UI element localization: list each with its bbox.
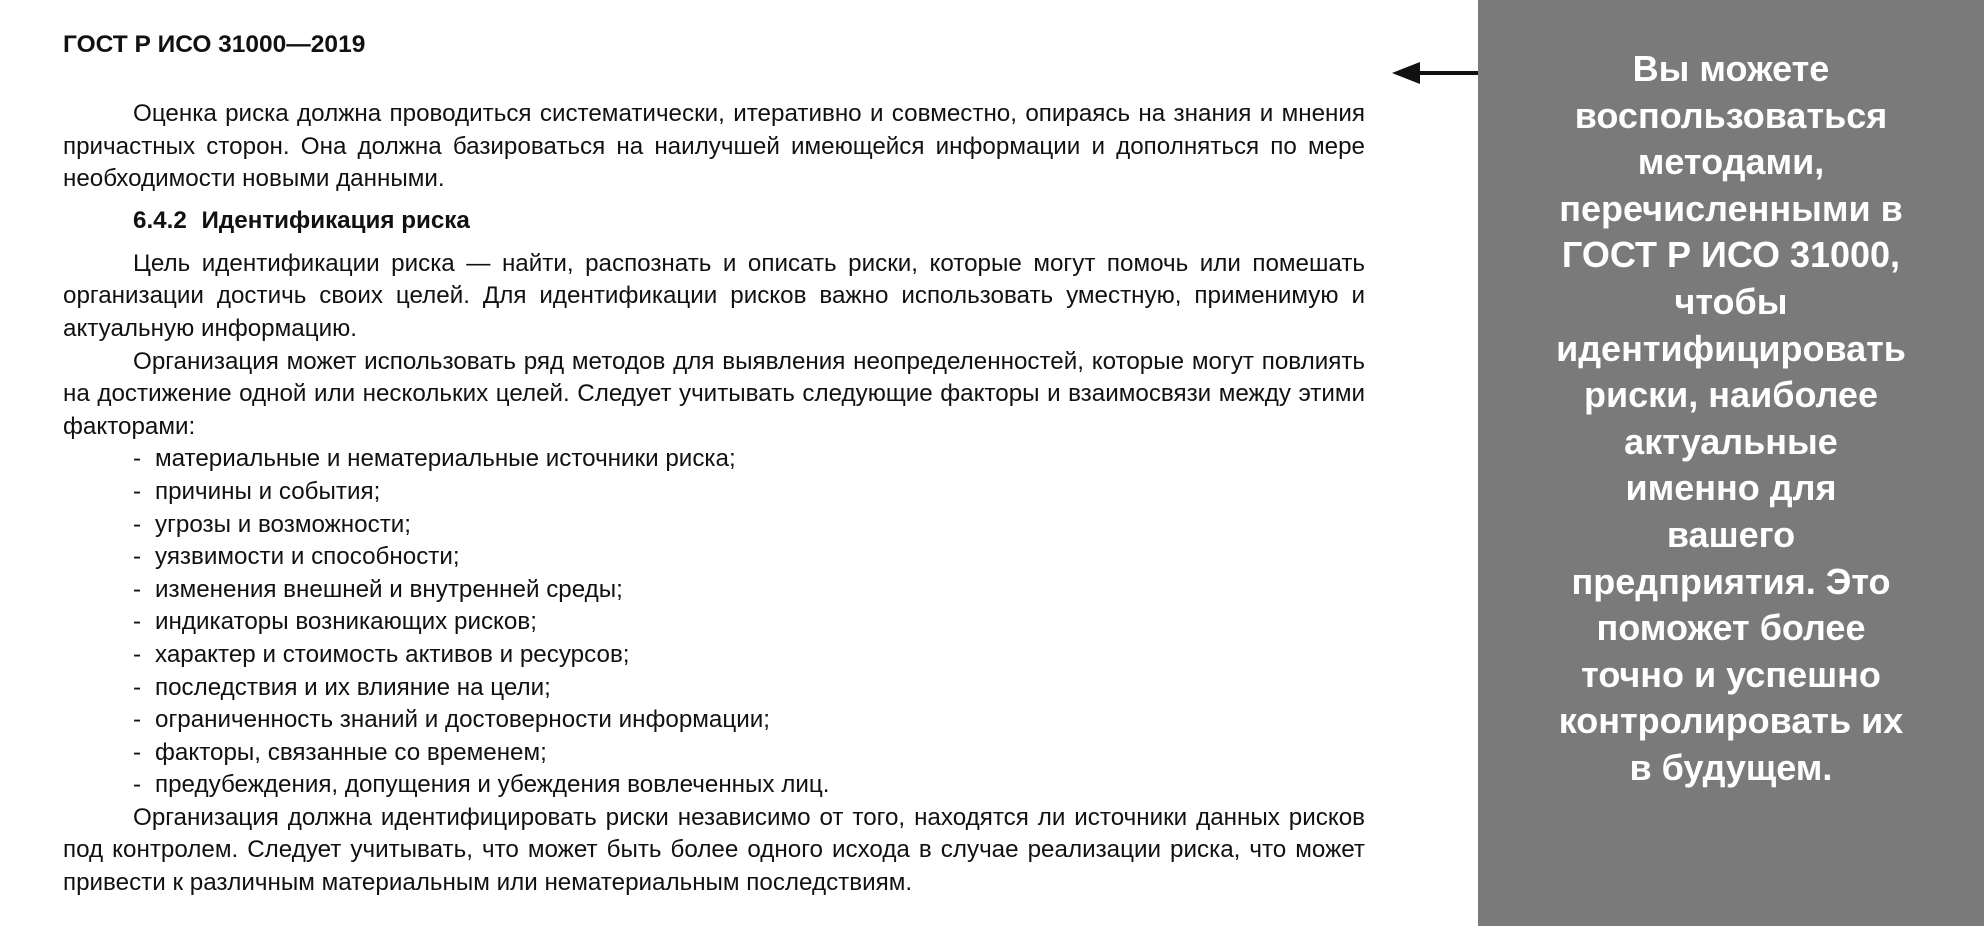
callout-line: Вы можете bbox=[1632, 48, 1830, 89]
list-item-text: изменения внешней и внутренней среды; bbox=[155, 575, 623, 603]
list-item bbox=[133, 574, 1365, 607]
list-item bbox=[133, 443, 1365, 476]
callout-line: идентифицировать bbox=[1556, 327, 1906, 369]
purpose-paragraph: Цель идентификации риска — найти, распознать и описать риски, которые могут помочь или помешать организации достичь своих целей. Для идентификации рисков важно использовать уместную, применимую и актуальную информацию. bbox=[63, 249, 1365, 342]
bullet-marker: - bbox=[133, 445, 142, 473]
list-item-text: материальные и нематериальные источники риска; bbox=[155, 445, 736, 473]
callout-line: предприятия. Это bbox=[1571, 560, 1891, 602]
callout-line: вашего bbox=[1666, 513, 1796, 555]
list-item-text: факторы, связанные со временем; bbox=[155, 738, 547, 766]
document-header: ГОСТ Р ИСО 31000—2019 bbox=[63, 31, 366, 58]
list-item bbox=[133, 737, 1365, 770]
list-item-text: причины и события; bbox=[155, 477, 381, 505]
list-item bbox=[133, 606, 1365, 639]
callout-line: воспользоваться bbox=[1574, 94, 1888, 136]
callout-line: перечисленными в bbox=[1559, 187, 1903, 229]
intro-paragraph: Оценка риска должна проводиться систематически, итеративно и совместно, опираясь на знания и мнения причастных сторон. Она должна базироваться на наилучшей имеющейся информации и дополняться по мере необходимости новыми данными. bbox=[63, 100, 1365, 193]
methods-paragraph: Организация может использовать ряд методов для выявления неопределенностей, которые могут повлиять на достижение одной или нескольких целей. Следует учитывать следующие факторы и взаимосвязи между этими факторами: bbox=[63, 347, 1365, 440]
callout-panel bbox=[1478, 0, 1984, 926]
bullet-marker: - bbox=[133, 706, 142, 734]
bullet-marker: - bbox=[133, 673, 142, 701]
list-item bbox=[133, 704, 1365, 737]
document-page bbox=[63, 30, 1365, 900]
bullet-marker: - bbox=[133, 608, 142, 636]
factors-list bbox=[63, 443, 1365, 802]
callout-line: именно для bbox=[1625, 467, 1837, 509]
callout-text bbox=[1498, 46, 1964, 792]
list-item-text: ограниченность знаний и достоверности информации; bbox=[155, 706, 770, 734]
list-item bbox=[133, 639, 1365, 672]
list-item bbox=[133, 476, 1365, 509]
bullet-marker: - bbox=[133, 477, 142, 505]
callout-line: актуальные bbox=[1624, 420, 1838, 462]
bullet-marker: - bbox=[133, 575, 142, 603]
callout-line: контролировать их bbox=[1558, 700, 1904, 742]
callout-line: в будущем. bbox=[1629, 746, 1833, 788]
list-item bbox=[133, 769, 1365, 802]
section-title: Идентификация риска bbox=[201, 206, 470, 234]
section-heading bbox=[133, 206, 1365, 236]
callout-line: чтобы bbox=[1674, 280, 1788, 322]
bullet-marker: - bbox=[133, 771, 142, 799]
list-item-text: последствия и их влияние на цели; bbox=[155, 673, 551, 701]
callout-line: методами, bbox=[1637, 141, 1825, 183]
callout-line: поможет более bbox=[1596, 607, 1866, 649]
list-item bbox=[133, 509, 1365, 542]
list-item bbox=[133, 541, 1365, 574]
list-item-text: уязвимости и способности; bbox=[155, 543, 460, 571]
bullet-marker: - bbox=[133, 640, 142, 668]
list-item-text: угрозы и возможности; bbox=[155, 510, 412, 538]
callout-line: точно и успешно bbox=[1581, 653, 1881, 695]
conclusion-paragraph: Организация должна идентифицировать риски независимо от того, находятся ли источники данных рисков под контролем. Следует учитывать, что может быть более одного исхода в случае реализации риска, что может привести к различным материальным или нематериальным последствиям. bbox=[63, 803, 1365, 897]
list-item bbox=[133, 672, 1365, 705]
callout-line: ГОСТ Р ИСО 31000, bbox=[1561, 234, 1901, 276]
list-item-text: характер и стоимость активов и ресурсов; bbox=[155, 640, 630, 668]
bullet-marker: - bbox=[133, 510, 142, 538]
bullet-marker: - bbox=[133, 738, 142, 766]
bullet-marker: - bbox=[133, 543, 142, 571]
callout-line: риски, наиболее bbox=[1584, 374, 1878, 416]
section-number: 6.4.2 bbox=[133, 206, 187, 234]
list-item-text: индикаторы возникающих рисков; bbox=[155, 608, 537, 636]
list-item-text: предубеждения, допущения и убеждения вовлеченных лиц. bbox=[155, 771, 830, 799]
